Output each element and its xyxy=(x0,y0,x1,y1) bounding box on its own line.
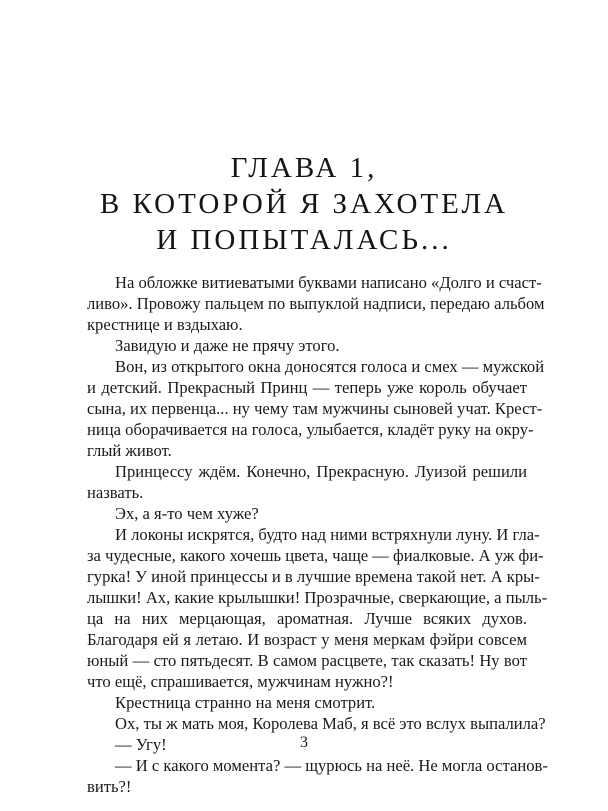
text-line: Завидую и даже не прячу этого. xyxy=(115,336,340,355)
text-line: На обложке витиеватыми буквами написано «Долго и счаст- xyxy=(115,273,542,292)
text-line: Крестница странно на меня смотрит. xyxy=(115,693,376,712)
body-text xyxy=(87,272,548,797)
page-number: 3 xyxy=(300,734,308,751)
text-line: ливо». Провожу пальцем по выпуклой надписи, передаю альбом xyxy=(87,294,545,313)
text-line: гурка! У иной принцессы и в лучшие времена такой нет. А кры- xyxy=(87,567,540,586)
text-line: — Угу! xyxy=(115,735,167,754)
chapter-heading-line-3: И ПОПЫТАЛАСЬ... xyxy=(156,224,452,256)
text-line: Принцессу ждём. Конечно, Прекрасную. Луизой решили xyxy=(115,462,527,481)
text-line: глый живот. xyxy=(87,441,172,460)
text-line: вить?! xyxy=(87,777,132,796)
text-line: ца на них мерцающая, ароматная. Лучше всяких духов. xyxy=(87,609,527,628)
text-line: что ещё, спрашивается, мужчинам нужно?! xyxy=(87,672,394,691)
chapter-heading-line-1: ГЛАВА 1, xyxy=(230,152,378,184)
text-line: ница оборачивается на голоса, улыбается, кладёт руку на окру- xyxy=(87,420,534,439)
text-line: И локоны искрятся, будто над ними встряхнули луну. И гла- xyxy=(115,525,540,544)
text-line: и детский. Прекрасный Принц — теперь уже король обучает xyxy=(87,378,527,397)
text-line: назвать. xyxy=(87,483,144,502)
text-line: юный — сто пятьдесят. В самом расцвете, так сказать! Ну вот xyxy=(87,651,527,670)
text-line: — И с какого момента? — щурюсь на неё. Не могла останов- xyxy=(115,756,548,775)
text-line: сына, их первенца... ну чему там мужчины сыновей учат. Крест- xyxy=(87,399,543,418)
text-line: Благодаря ей я летаю. И возраст у меня меркам фэйри совсем xyxy=(87,630,527,649)
chapter-heading xyxy=(0,150,608,258)
text-line: крестнице и вздыхаю. xyxy=(87,315,243,334)
text-line: Эх, а я-то чем хуже? xyxy=(115,504,259,523)
text-line: Ох, ты ж мать моя, Королева Маб, я всё это вслух выпалила? xyxy=(115,714,546,733)
chapter-heading-line-2: В КОТОРОЙ Я ЗАХОТЕЛА xyxy=(99,188,509,220)
text-line: за чудесные, какого хочешь цвета, чаще — фиалковые. А уж фи- xyxy=(87,546,544,565)
text-line: лышки! Ах, какие крылышки! Прозрачные, сверкающие, а пыль- xyxy=(87,588,548,607)
text-line: Вон, из открытого окна доносятся голоса и смех — мужской xyxy=(115,357,545,376)
